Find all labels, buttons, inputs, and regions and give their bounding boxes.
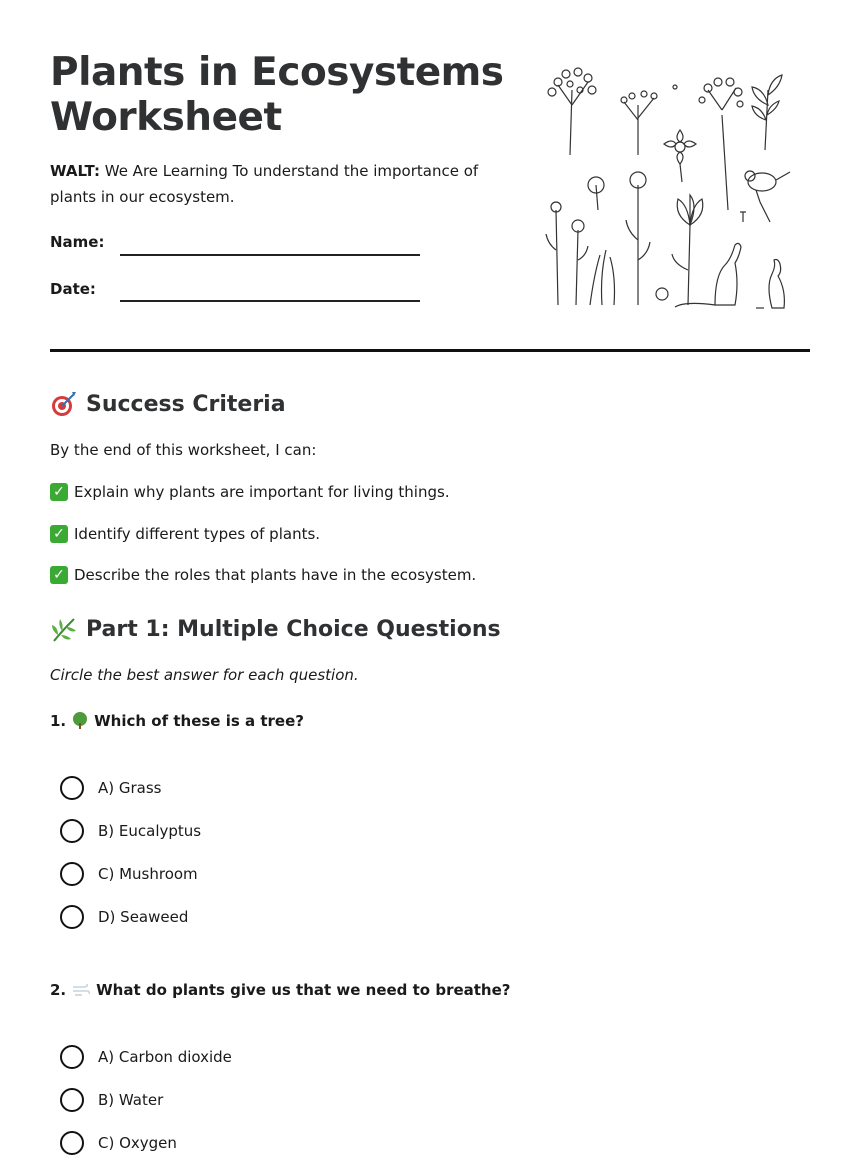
question-text: Which of these is a tree? — [94, 712, 304, 730]
walt-text: We Are Learning To understand the importance of plants in our ecosystem. — [50, 162, 479, 206]
q1-option-a[interactable] — [60, 776, 162, 800]
success-criteria-heading — [50, 390, 286, 418]
sketch-tree-1 — [548, 68, 596, 155]
option-text: A) Grass — [98, 779, 162, 797]
option-text: D) Seaweed — [98, 908, 189, 926]
herb-icon — [50, 615, 78, 643]
answer-circle[interactable] — [60, 862, 84, 886]
answer-circle[interactable] — [60, 905, 84, 929]
check-icon: ✓ — [50, 566, 68, 584]
sketch-small-flower — [656, 288, 668, 300]
q2-option-a[interactable] — [60, 1045, 232, 1069]
name-label: Name: — [50, 233, 105, 251]
q2-option-b[interactable] — [60, 1088, 163, 1112]
plants-illustration — [540, 60, 800, 315]
title-line-2: Worksheet — [50, 95, 282, 140]
sketch-kangaroo-1 — [675, 243, 741, 307]
option-text: C) Oxygen — [98, 1134, 177, 1152]
walt-label: WALT: — [50, 162, 100, 180]
check-icon: ✓ — [50, 483, 68, 501]
date-label: Date: — [50, 280, 96, 298]
answer-circle[interactable] — [60, 776, 84, 800]
option-text: C) Mushroom — [98, 865, 198, 883]
question-2 — [50, 981, 510, 999]
criteria-text: Identify different types of plants. — [74, 525, 321, 543]
option-text: B) Eucalyptus — [98, 822, 202, 840]
walt-statement — [50, 158, 520, 210]
target-icon — [50, 390, 78, 418]
criteria-item-1 — [50, 483, 450, 501]
criteria-item-2 — [50, 525, 320, 543]
tree-icon — [71, 712, 89, 730]
sketch-kangaroo-2 — [756, 260, 784, 309]
title-line-1: Plants in Ecosystems — [50, 50, 504, 95]
question-number: 2. — [50, 981, 67, 999]
check-icon: ✓ — [50, 525, 68, 543]
answer-circle[interactable] — [60, 1045, 84, 1069]
sketch-bird — [745, 171, 790, 222]
answer-circle[interactable] — [60, 1131, 84, 1155]
part1-heading — [50, 615, 501, 643]
page-title — [50, 50, 520, 140]
sketch-sprig — [740, 212, 746, 222]
wind-icon — [71, 981, 91, 999]
sketch-tree-2 — [621, 85, 677, 155]
question-1 — [50, 712, 304, 730]
success-criteria-title: Success Criteria — [86, 391, 286, 417]
answer-circle[interactable] — [60, 819, 84, 843]
part1-title: Part 1: Multiple Choice Questions — [86, 616, 501, 642]
q1-option-c[interactable] — [60, 862, 198, 886]
answer-circle[interactable] — [60, 1088, 84, 1112]
option-text: B) Water — [98, 1091, 164, 1109]
criteria-text: Explain why plants are important for living things. — [74, 483, 450, 501]
sketch-flower — [664, 130, 696, 182]
q2-option-c[interactable] — [60, 1131, 177, 1155]
sketch-sapling — [752, 75, 782, 150]
criteria-item-3 — [50, 566, 476, 584]
criteria-text: Describe the roles that plants have in the ecosystem. — [74, 566, 477, 584]
success-intro: By the end of this worksheet, I can: — [50, 441, 317, 459]
q1-option-d[interactable] — [60, 905, 188, 929]
sketch-wildflowers — [546, 172, 650, 305]
sketch-lotus — [672, 195, 703, 305]
q1-option-b[interactable] — [60, 819, 201, 843]
question-number: 1. — [50, 712, 67, 730]
option-text: A) Carbon dioxide — [98, 1048, 232, 1066]
name-field[interactable] — [120, 254, 420, 256]
sketch-tree-3 — [699, 78, 743, 210]
date-field[interactable] — [120, 300, 420, 302]
question-text: What do plants give us that we need to breathe? — [96, 981, 511, 999]
header-divider — [50, 349, 810, 352]
part1-instruction: Circle the best answer for each question. — [50, 666, 359, 684]
